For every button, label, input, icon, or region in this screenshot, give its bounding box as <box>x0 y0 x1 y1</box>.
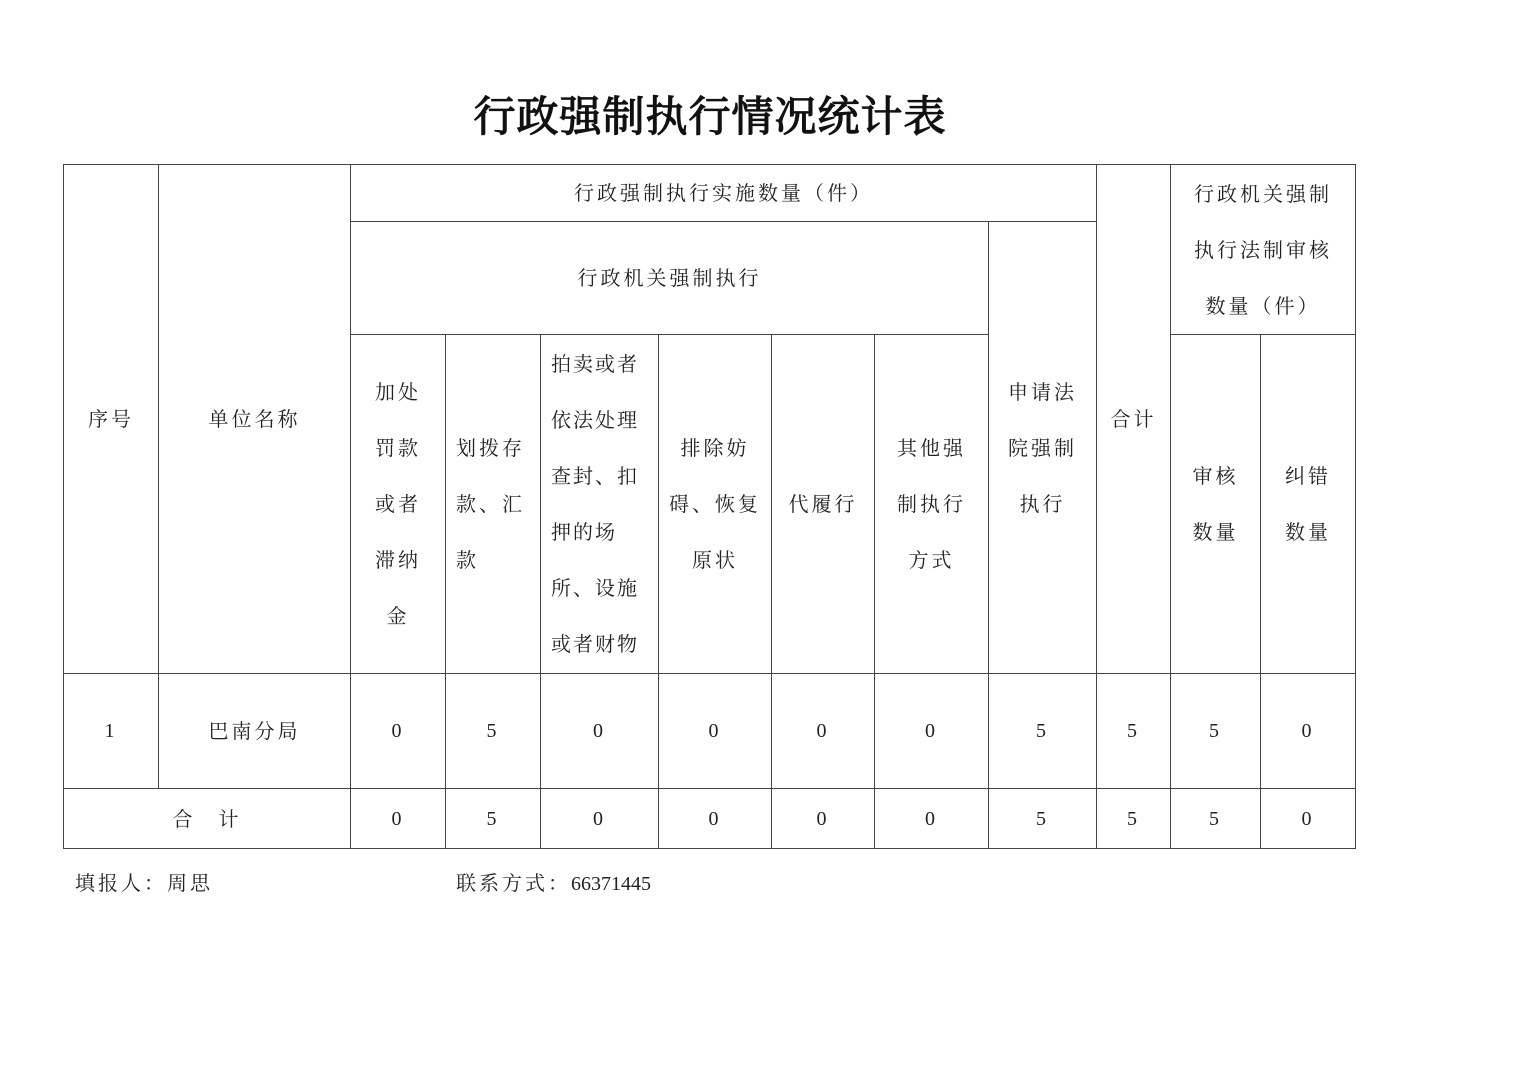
total-other-methods: 0 <box>875 789 989 849</box>
contact-label: 联系方式： <box>456 871 571 895</box>
total-remove-obstruction: 0 <box>659 789 772 849</box>
page-title: 行政强制执行情况统计表 <box>473 92 947 141</box>
statistics-table <box>63 164 1356 849</box>
header-remove-obstruction: 排除妨碍、恢复原状 <box>659 335 772 674</box>
header-court-enforcement: 申请法院强制执行 <box>989 222 1097 674</box>
total-proxy-performance: 0 <box>772 789 875 849</box>
header-correction: 纠错数量 <box>1261 335 1356 674</box>
total-fine: 0 <box>351 789 446 849</box>
row-unit-name: 巴南分局 <box>159 674 351 789</box>
cell-fine: 0 <box>351 674 446 789</box>
total-total: 5 <box>1097 789 1171 849</box>
header-fine: 加处罚款或者滞纳金 <box>351 335 446 674</box>
cell-total: 5 <box>1097 674 1171 789</box>
contact-number: 66371445 <box>571 873 651 895</box>
reporter-name: 周思 <box>167 871 213 895</box>
cell-auction: 0 <box>541 674 659 789</box>
header-review: 审核数量 <box>1171 335 1261 674</box>
header-auction: 拍卖或者依法处理查封、扣押的场所、设施或者财物 <box>541 335 659 674</box>
row-seq: 1 <box>64 674 159 789</box>
total-correction: 0 <box>1261 789 1356 849</box>
reporter-info <box>75 867 213 896</box>
total-label: 合 计 <box>64 789 351 849</box>
total-transfer: 5 <box>446 789 541 849</box>
total-court-enforcement: 5 <box>989 789 1097 849</box>
contact-info <box>456 867 651 896</box>
table-row <box>64 674 1356 789</box>
header-seq: 序号 <box>64 165 159 674</box>
cell-remove-obstruction: 0 <box>659 674 772 789</box>
header-review-count: 行政机关强制执行法制审核数量（件） <box>1171 165 1356 335</box>
cell-court-enforcement: 5 <box>989 674 1097 789</box>
header-admin-enforcement: 行政机关强制执行 <box>351 222 989 335</box>
header-other-methods: 其他强制执行方式 <box>875 335 989 674</box>
header-proxy-performance: 代履行 <box>772 335 875 674</box>
total-auction: 0 <box>541 789 659 849</box>
cell-proxy-performance: 0 <box>772 674 875 789</box>
header-transfer: 划拨存款、汇款 <box>446 335 541 674</box>
reporter-label: 填报人： <box>75 871 167 895</box>
header-implementation-count: 行政强制执行实施数量（件） <box>351 165 1097 222</box>
cell-transfer: 5 <box>446 674 541 789</box>
total-row <box>64 789 1356 849</box>
total-review: 5 <box>1171 789 1261 849</box>
cell-correction: 0 <box>1261 674 1356 789</box>
header-total: 合计 <box>1097 165 1171 674</box>
cell-other-methods: 0 <box>875 674 989 789</box>
header-unit-name: 单位名称 <box>159 165 351 674</box>
cell-review: 5 <box>1171 674 1261 789</box>
